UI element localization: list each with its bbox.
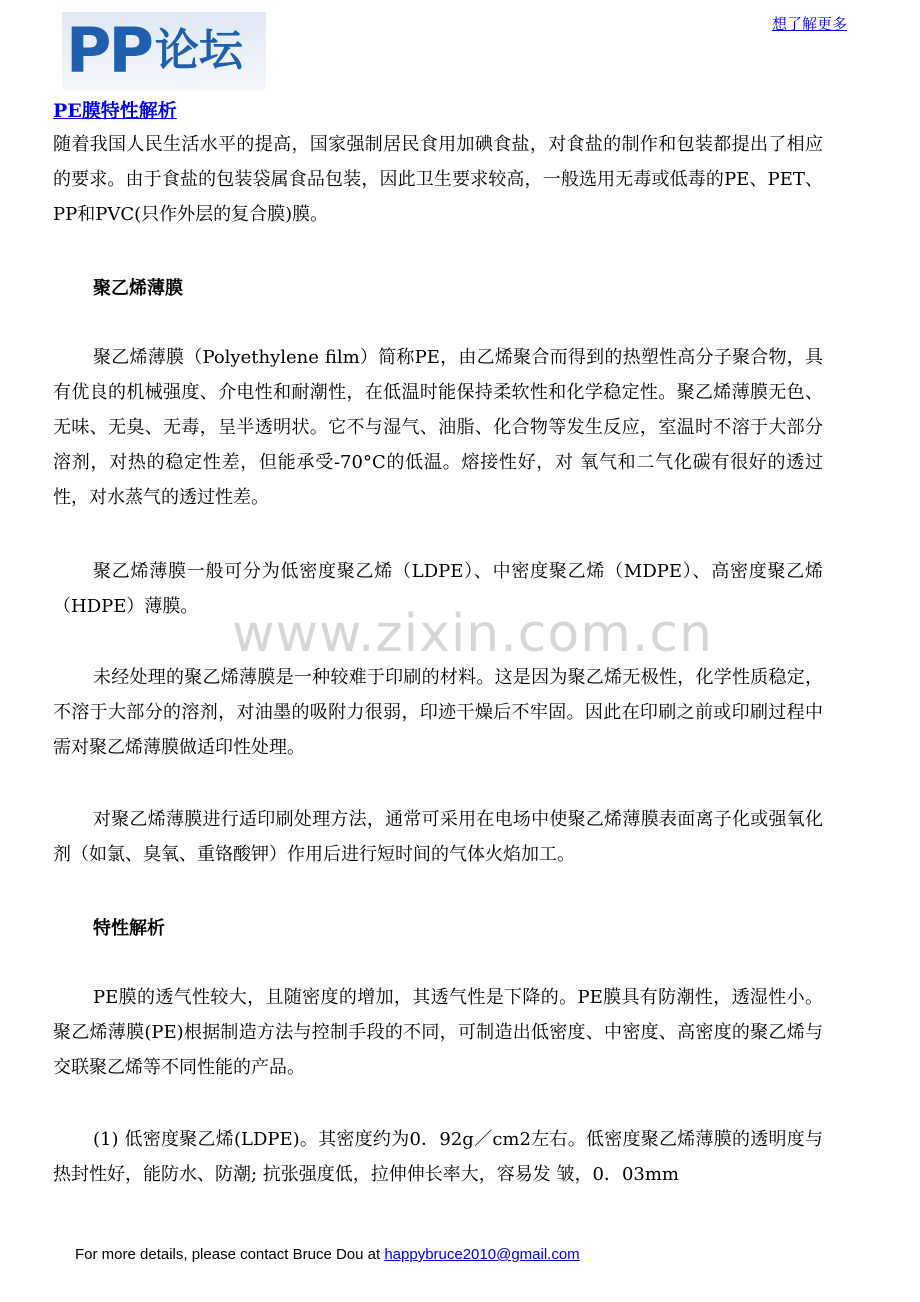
- site-logo[interactable]: [62, 12, 266, 90]
- paragraph-printing: 未经处理的聚乙烯薄膜是一种较难于印刷的材料。这是因为聚乙烯无极性，化学性质稳定，不溶于大部分的溶剂，对油墨的吸附力很弱，印迹干燥后不牢固。因此在印刷之前或印刷过程中需对聚乙烯薄膜做适印性处理。: [53, 667, 823, 758]
- section-heading-polyethylene-film: 聚乙烯薄膜: [93, 278, 183, 299]
- paragraph-ldpe: (1) 低密度聚乙烯(LDPE)。其密度约为0．92g／cm2左右。低密度聚乙烯薄膜的透明度与热封性好，能防水、防潮; 抗张强度低，拉伸伸长率大，容易发 皱，0．03mm: [53, 1129, 823, 1185]
- document-title[interactable]: PE膜特性解析: [53, 100, 177, 122]
- logo-forum-text: 论坛: [154, 25, 243, 76]
- paragraph-pe-types: 聚乙烯薄膜一般可分为低密度聚乙烯（LDPE）、中密度聚乙烯（MDPE）、高密度聚乙烯（HDPE）薄膜。: [53, 561, 823, 617]
- footer-text: For more details, please contact Bruce Dou at: [75, 1246, 385, 1263]
- watermark: www.zixin.com.cn: [232, 604, 713, 664]
- footer: [75, 1246, 580, 1263]
- paragraph-treatment: 对聚乙烯薄膜进行适印刷处理方法，通常可采用在电场中使聚乙烯薄膜表面离子化或强氧化剂（如氯、臭氧、重铬酸钾）作用后进行短时间的气体火焰加工。: [53, 809, 823, 865]
- section-heading-properties: 特性解析: [93, 918, 165, 939]
- paragraph-pe-description: 聚乙烯薄膜（Polyethylene film）简称PE，由乙烯聚合而得到的热塑性高分子聚合物，具有优良的机械强度、介电性和耐潮性，在低温时能保持柔软性和化学稳定性。聚乙烯薄膜无色、 无味、无臭、无毒，呈半透明状。它不与湿气、油脂、化合物等发生反应，室温时不溶于大部分溶剂，对热的稳定性差，但能承受-70°C的低温。熔接性好，对 氧气和二气化碳有很好的透过性，对水蒸气的透过性差。: [53, 347, 823, 508]
- intro-paragraph: 随着我国人民生活水平的提高，国家强制居民食用加碘食盐，对食盐的制作和包装都提出了相应的要求。由于食盐的包装袋属食品包装，因此卫生要求较高，一般选用无毒或低毒的PE、PET、PP和PVC(只作外层的复合膜)膜。: [53, 134, 823, 225]
- learn-more-link[interactable]: 想了解更多: [772, 15, 848, 33]
- paragraph-permeability: PE膜的透气性较大，且随密度的增加，其透气性是下降的。PE膜具有防潮性，透湿性小。聚乙烯薄膜(PE)根据制造方法与控制手段的不同，可制造出低密度、中密度、高密度的聚乙烯与交联聚乙烯等不同性能的产品。: [53, 987, 823, 1078]
- logo-pp-text: PP: [66, 14, 151, 87]
- contact-email-link[interactable]: happybruce2010@gmail.com: [384, 1246, 580, 1263]
